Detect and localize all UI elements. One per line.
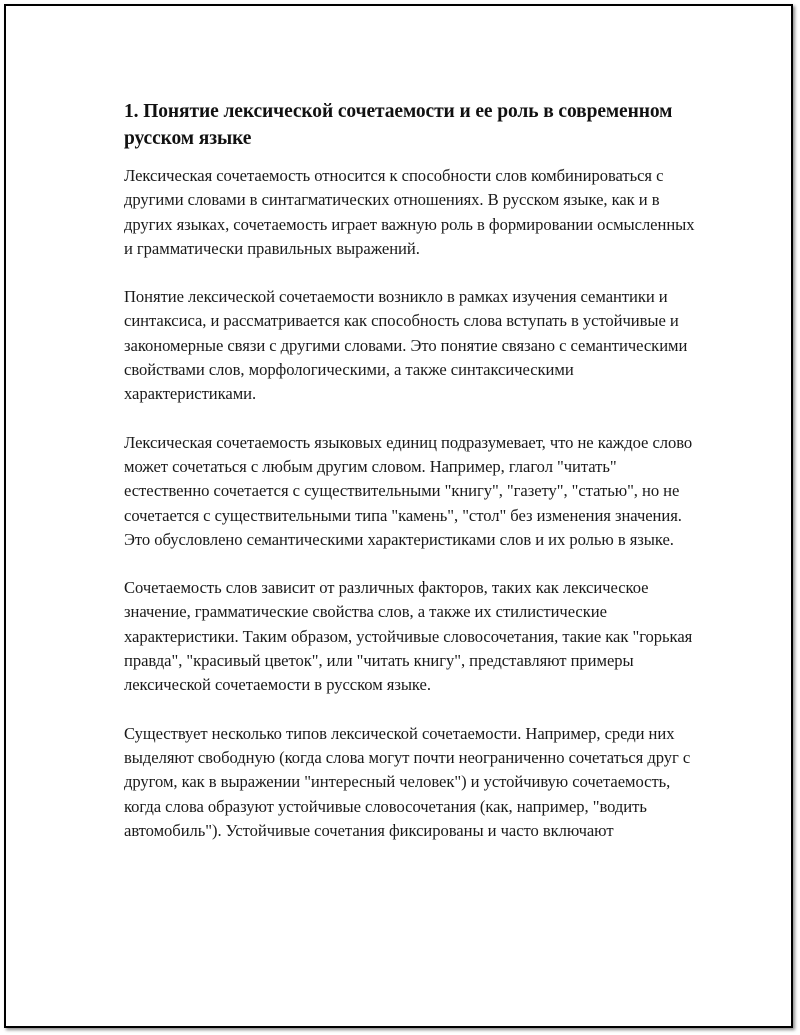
document-page	[4, 4, 793, 1028]
section-heading: 1. Понятие лексической сочетаемости и ее роль в современном русском языке	[124, 101, 673, 149]
document-body	[124, 98, 704, 867]
paragraph-5: Существует несколько типов лексической сочетаемости. Например, среди них выделяют свободную (когда слова могут почти неограниченно сочетаться друг с другом, как в выражении "интересный человек") и устойчивую сочетаемость, когда слова образуют устойчивые словосочетания (как, например, "водить автомобиль"). Устойчивые сочетания фиксированы и часто включают	[124, 723, 691, 840]
paragraph-3: Лексическая сочетаемость языковых единиц подразумевает, что не каждое слово может сочетаться с любым другим словом. Например, глагол "читать" естественно сочетается с существительными "книгу", "газету", "статью", но не сочетается с существительными типа "камень", "стол" без изменения значения. Это обусловлено семантическими характеристиками слов и их ролью в языке.	[124, 432, 693, 549]
paragraph-2: Понятие лексической сочетаемости возникло в рамках изучения семантики и синтаксиса, и рассматривается как способность слова вступать в устойчивые и закономерные связи с другими словами. Это понятие связано с семантическими свойствами слов, морфологическими, а также синтаксическими характеристиками.	[124, 287, 688, 404]
paragraph-4: Сочетаемость слов зависит от различных факторов, таких как лексическое значение, грамматические свойства слов, а также их стилистические характеристики. Таким образом, устойчивые словосочетания, такие как "горькая правда", "красивый цветок", или "читать книгу", представляют примеры лексической сочетаемости в русском языке.	[124, 578, 693, 695]
paragraph-1: Лексическая сочетаемость относится к способности слов комбинироваться с другими словами в синтагматических отношениях. В русском языке, как и в других языках, сочетаемость играет важную роль в формировании осмысленных и грамматически правильных выражений.	[124, 166, 695, 258]
